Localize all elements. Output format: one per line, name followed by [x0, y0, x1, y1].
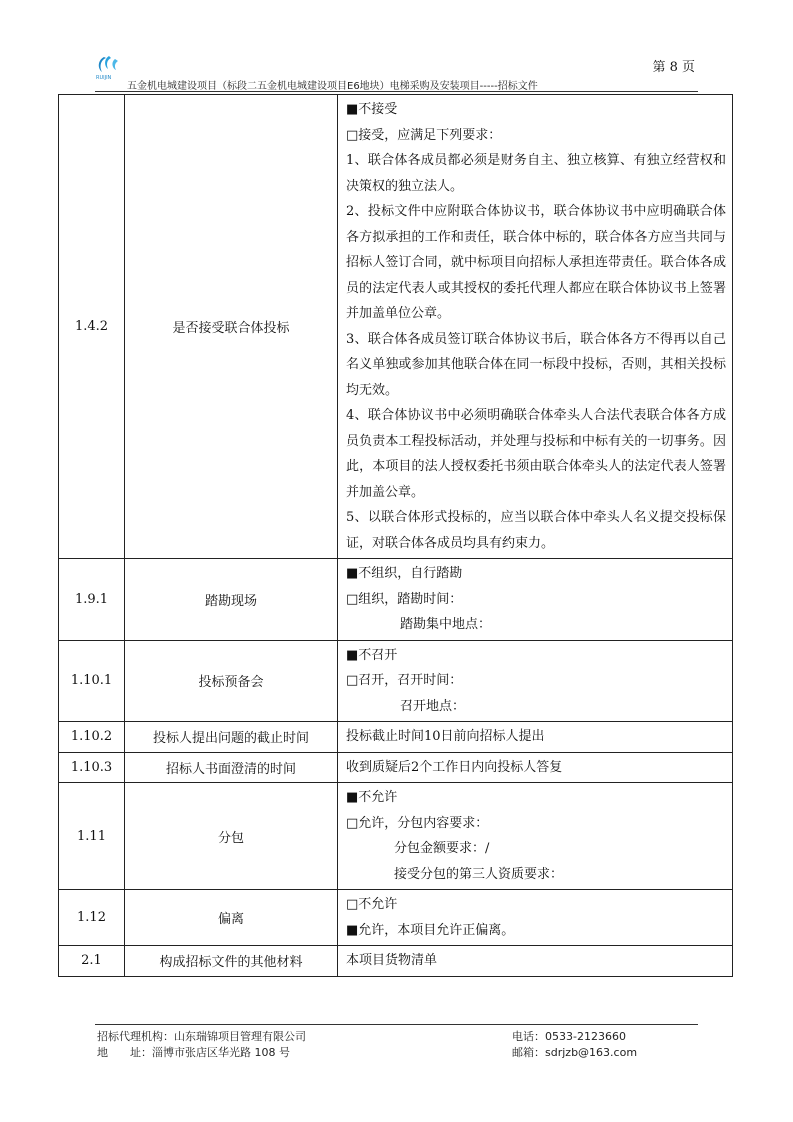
clause-number: 1.10.1: [59, 640, 125, 722]
clause-content: [338, 890, 733, 946]
table-row: [59, 783, 733, 890]
phone-label: 电话：: [512, 1030, 545, 1043]
table-row: [59, 752, 733, 783]
clause-name: 投标人提出问题的截止时间: [125, 722, 338, 753]
clause-number: 1.10.2: [59, 722, 125, 753]
clause-content: [338, 95, 733, 559]
content-line: ■不接受: [346, 102, 398, 117]
svg-text:RUIJIN: RUIJIN: [96, 75, 112, 80]
clause-content: [338, 783, 733, 890]
clause-name: 构成招标文件的其他材料: [125, 946, 338, 977]
agency-line: [97, 1028, 306, 1044]
clause-name: 分包: [125, 783, 338, 890]
email-line: [512, 1044, 637, 1060]
clause-content: [338, 752, 733, 783]
content-line: 分包金额要求：/: [394, 841, 490, 856]
clause-content: [338, 640, 733, 722]
clause-number: 1.12: [59, 890, 125, 946]
email-label: 邮箱：: [512, 1046, 545, 1059]
clause-name: 偏离: [125, 890, 338, 946]
content-line: □组织，踏勘时间：: [346, 591, 463, 607]
clause-number: 1.4.2: [59, 95, 125, 559]
content-line: □接受，应满足下列要求：: [346, 127, 502, 143]
clause-name: 招标人书面澄清的时间: [125, 752, 338, 783]
content-line: ■允许，本项目允许正偏离。: [346, 922, 515, 938]
clause-name: 是否接受联合体投标: [125, 95, 338, 559]
clause-number: 1.11: [59, 783, 125, 890]
content-line: 本项目货物清单: [346, 953, 438, 968]
clause-name: 踏勘现场: [125, 559, 338, 641]
page-number: 第 8 页: [652, 60, 695, 75]
content-line: 5、以联合体形式投标的，应当以联合体中牵头人名义提交投标保证，对联合体各成员均具有约束力。: [346, 510, 726, 551]
clause-number: 1.10.3: [59, 752, 125, 783]
content-line: 2、投标文件中应附联合体协议书，联合体协议书中应明确联合体各方拟承担的工作和责任，联合体中标的，联合体各方应当共同与招标人签订合同，就中标项目向招标人承担连带责任。联合体各成员的法定代表人或其授权的委托代理人都应在联合体协议书上签署并加盖单位公章。: [346, 204, 726, 321]
table-row: [59, 890, 733, 946]
table-row: [59, 722, 733, 753]
content-line: 3、联合体各成员签订联合体协议书后，联合体各方不得再以自己名义单独或参加其他联合体在同一标段中投标，否则，其相关投标均无效。: [346, 331, 726, 398]
footer-divider: [95, 1024, 698, 1025]
content-line: 4、联合体协议书中必须明确联合体牵头人合法代表联合体各方成员负责本工程投标活动，并处理与投标和中标有关的一切事务。因此，本项目的法人授权委托书须由联合体牵头人的法定代表人签署并加盖公章。: [346, 408, 726, 500]
address-line: [97, 1044, 290, 1060]
address-value: 淄博市张店区华光路 108 号: [152, 1046, 290, 1059]
content-line: 投标截止时间10日前向招标人提出: [346, 729, 545, 744]
clause-content: [338, 559, 733, 641]
document-title: 五金机电城建设项目（标段二五金机电城建设项目E6地块）电梯采购及安装项目-----招标文件: [127, 81, 538, 92]
content-line: ■不允许: [346, 790, 398, 805]
clause-number: 1.9.1: [59, 559, 125, 641]
clause-content: [338, 722, 733, 753]
content-line: 接受分包的第三人资质要求：: [394, 866, 564, 882]
content-line: 召开地点：: [400, 698, 466, 714]
bidder-instructions-table: [58, 94, 733, 977]
content-line: □允许，分包内容要求：: [346, 815, 489, 831]
company-logo-icon: [95, 54, 125, 80]
address-label: 地 址：: [97, 1046, 152, 1059]
content-line: ■不组织，自行踏勘: [346, 566, 463, 581]
content-line: 1、联合体各成员都必须是财务自主、独立核算、有独立经营权和决策权的独立法人。: [346, 153, 726, 194]
content-line: ■不召开: [346, 647, 398, 663]
agency-name: 山东瑞锦项目管理有限公司: [174, 1030, 306, 1043]
table-row: [59, 559, 733, 641]
phone-value: 0533-2123660: [545, 1030, 626, 1043]
clause-content: [338, 946, 733, 977]
table-row: [59, 640, 733, 722]
clause-name: 投标预备会: [125, 640, 338, 722]
content-line: 收到质疑后2个工作日内向投标人答复: [346, 759, 563, 775]
agency-label: 招标代理机构：: [97, 1030, 174, 1043]
content-line: □召开，召开时间：: [346, 673, 463, 688]
content-line: □不允许: [346, 897, 398, 912]
table-row: [59, 95, 733, 559]
clause-number: 2.1: [59, 946, 125, 977]
phone-line: [512, 1028, 626, 1044]
header-divider: [95, 91, 698, 92]
content-line: 踏勘集中地点：: [400, 617, 492, 632]
email-value: sdrjzb@163.com: [545, 1046, 638, 1059]
table-row: [59, 946, 733, 977]
